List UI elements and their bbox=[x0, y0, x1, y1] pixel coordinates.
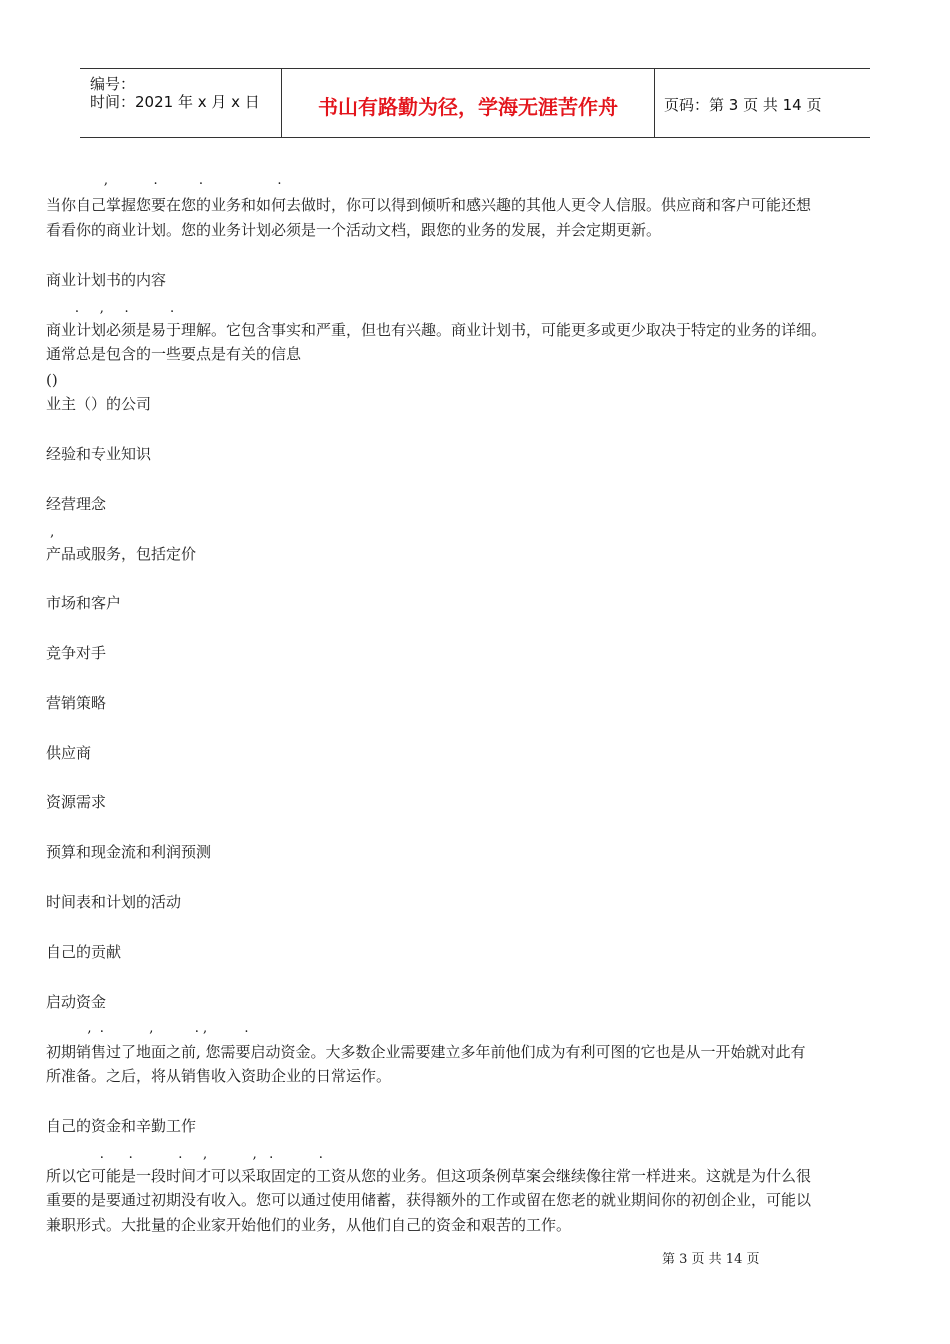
list-item: 供应商 bbox=[46, 744, 92, 762]
paragraph-line: 所以它可能是一段时间才可以采取固定的工资从您的业务。但这项条例草案会继续像往常一样进来。这就是为什么很 bbox=[46, 1167, 812, 1185]
list-item: 业主（）的公司 bbox=[46, 395, 152, 413]
paragraph-line: 当你自己掌握您要在您的业务和如何去做时，你可以得到倾听和感兴趣的其他人更令人信服。供应商和客户可能还想 bbox=[46, 196, 812, 214]
list-item: 经验和专业知识 bbox=[46, 445, 152, 463]
list-item: 经营理念 bbox=[46, 495, 107, 513]
list-item: 产品或服务，包括定价 bbox=[46, 545, 197, 563]
paragraph-line: 兼职形式。大批量的企业家开始他们的业务，从他们自己的资金和艰苦的工作。 bbox=[46, 1216, 572, 1234]
list-item: 自己的贡献 bbox=[46, 943, 122, 961]
page-header bbox=[80, 68, 870, 138]
header-motto-cell bbox=[281, 69, 655, 137]
punctuation-line: , bbox=[46, 525, 55, 540]
punctuation-line: . , . . bbox=[46, 301, 175, 316]
page-footer: 第 3 页 共 14 页 bbox=[662, 1252, 760, 1267]
punctuation-line: , . . . bbox=[46, 173, 282, 188]
document-number-label: 编号： bbox=[90, 75, 136, 93]
paragraph-line: 看看你的商业计划。您的业务计划必须是一个活动文档，跟您的业务的发展，并会定期更新。 bbox=[46, 221, 662, 239]
paragraph-line: 重要的是要通过初期没有收入。您可以通过使用储蓄，获得额外的工作或留在您老的就业期间你的初创企业，可能以 bbox=[46, 1191, 812, 1209]
list-item: 预算和现金流和利润预测 bbox=[46, 843, 212, 861]
section-heading: 商业计划书的内容 bbox=[46, 271, 167, 289]
list-item: 时间表和计划的活动 bbox=[46, 893, 182, 911]
list-item: 竞争对手 bbox=[46, 644, 107, 662]
list-item: 市场和客户 bbox=[46, 594, 122, 612]
list-item: 营销策略 bbox=[46, 694, 107, 712]
paragraph-line: 所准备。之后，将从销售收入资助企业的日常运作。 bbox=[46, 1067, 392, 1085]
paragraph-line: 初期销售过了地面之前, 您需要启动资金。大多数企业需要建立多年前他们成为有利可图的它也是从一开始就对此有 bbox=[46, 1043, 806, 1061]
paragraph-line: 通常总是包含的一些要点是有关的信息 bbox=[46, 345, 302, 363]
document-time-label: 时间：2021 年 x 月 x 日 bbox=[90, 93, 260, 111]
punctuation-line: , . , . , . bbox=[46, 1021, 249, 1036]
list-item: 启动资金 bbox=[46, 993, 107, 1011]
header-page-info: 页码：第 3 页 共 14 页 bbox=[664, 96, 822, 114]
list-item: 资源需求 bbox=[46, 793, 107, 811]
punctuation-line: . . . , , . . bbox=[46, 1147, 323, 1162]
paren-mark: () bbox=[46, 371, 58, 389]
header-page-cell bbox=[654, 69, 870, 137]
header-info-cell bbox=[80, 69, 281, 137]
section-heading: 自己的资金和辛勤工作 bbox=[46, 1117, 197, 1135]
paragraph-line: 商业计划必须是易于理解。它包含事实和严重，但也有兴趣。商业计划书，可能更多或更少取决于特定的业务的详细。 bbox=[46, 321, 827, 339]
header-motto: 书山有路勤为径，学海无涯苦作舟 bbox=[318, 95, 618, 119]
